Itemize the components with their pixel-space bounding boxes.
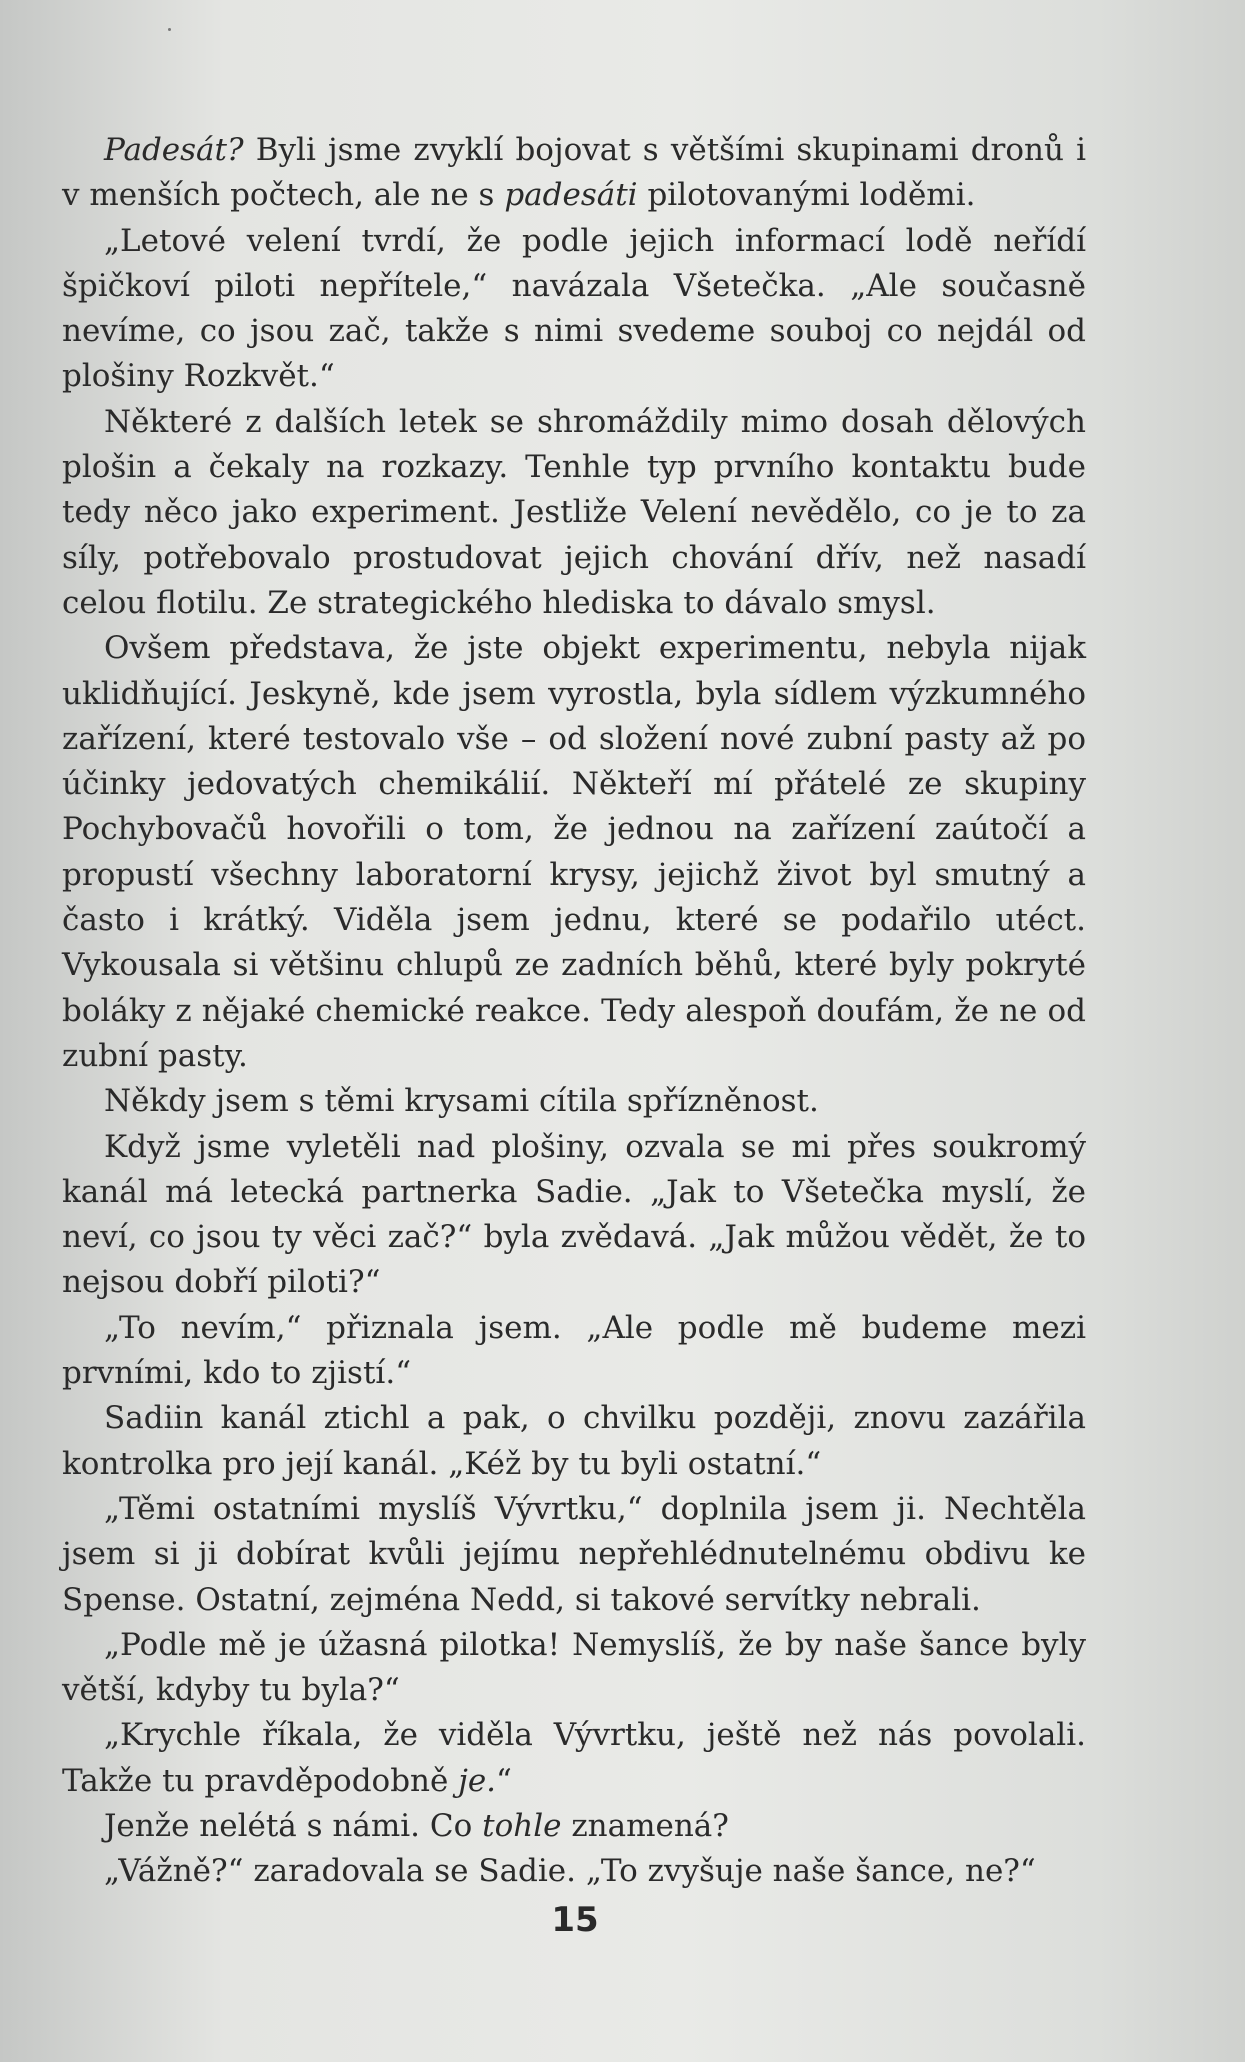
paragraph: [62, 1487, 1086, 1623]
text-span: Jenže nelétá s námi. Co: [104, 1807, 483, 1844]
paragraph: [62, 1396, 1086, 1487]
text-span: tohle: [482, 1807, 562, 1844]
paragraph: [62, 1125, 1086, 1306]
paragraph: [62, 1849, 1086, 1894]
text-span: Padesát?: [104, 132, 244, 168]
page-number: 15: [551, 1900, 599, 1940]
paragraph: [62, 626, 1086, 1079]
text-span: Sadiin kanál ztichl a pak, o chvilku později, znovu zazářila kontrolka pro její kanál. „Kéž by tu byli ostatní.“: [62, 1400, 1086, 1482]
body-text: [62, 128, 1086, 1895]
paragraph: [62, 128, 1086, 219]
paragraph: [62, 1306, 1086, 1397]
text-span: je.: [458, 1762, 497, 1799]
text-span: Některé z dalších letek se shromáždily mimo dosah dělových plošin a čekaly na rozkazy. Tenhle typ prvního kontaktu bude tedy něco jako experiment. Jestliže Velení nevědělo, co je to za síly, potřebovalo prostudovat jejich chování dřív, než nasadí celou flotilu. Ze strategického hlediska to dávalo smysl.: [62, 403, 1086, 621]
text-span: „Krychle říkala, že viděla Vývrtku, ještě než nás povolali. Takže tu pravděpodobně: [62, 1717, 1086, 1799]
text-span: Někdy jsem s těmi krysami cítila spřízněnost.: [104, 1083, 819, 1120]
paragraph: [62, 1079, 1086, 1124]
paragraph: [62, 219, 1086, 400]
paragraph: [62, 1804, 1086, 1849]
text-span: znamená?: [561, 1807, 729, 1844]
text-span: „Podle mě je úžasná pilotka! Nemyslíš, že by naše šance byly větší, kdyby tu byla?“: [62, 1626, 1086, 1709]
text-span: pilotovanými loděmi.: [637, 177, 976, 214]
text-span: Když jsme vyletěli nad plošiny, ozvala se mi přes soukromý kanál má letecká partnerka Sadie. „Jak to Všetečka myslí, že neví, co jsou ty věci zač?“ byla zvědavá. „Jak můžou vědět, že to nejsou dobří piloti?“: [62, 1128, 1086, 1301]
text-span: „Vážně?“ zaradovala se Sadie. „To zvyšuje naše šance, ne?“: [104, 1853, 1036, 1890]
paragraph: [62, 400, 1086, 626]
text-span: “: [496, 1762, 512, 1799]
text-span: padesáti: [504, 177, 638, 214]
paragraph: [62, 1623, 1086, 1714]
text-span: „Letové velení tvrdí, že podle jejich informací lodě neřídí špičkoví piloti nepřítele,“ navázala Všetečka. „Ale současně nevíme, co jsou zač, takže s nimi svedeme souboj co nejdál od plošiny Rozkvět.“: [62, 222, 1086, 395]
paper-speck: [168, 28, 171, 31]
text-span: Ovšem představa, že jste objekt experimentu, nebyla nijak uklidňující. Jeskyně, kde jsem vyrostla, byla sídlem výzkumného zařízení, které testovalo vše – od složení nové zubní pasty až po účinky jedovatých chemikálií. Někteří mí přátelé ze skupiny Pochybovačů hovořili o tom, že jednou na zařízení zaútočí a propustí všechny laboratorní krysy, jejichž život byl smutný a často i krátký. Viděla jsem jednu, které se podařilo utéct. Vykousala si většinu chlupů ze zadních běhů, které byly pokryté boláky z nějaké chemické reakce. Tedy alespoň doufám, že ne od zubní pasty.: [62, 630, 1086, 1074]
paragraph: [62, 1713, 1086, 1804]
text-span: „To nevím,“ přiznala jsem. „Ale podle mě budeme mezi prvními, kdo to zjistí.“: [62, 1309, 1086, 1392]
text-span: Byli jsme zvyklí bojovat s většími skupinami dronů i v menších počtech, ale ne s: [62, 132, 1086, 214]
text-span: „Těmi ostatními myslíš Vývrtku,“ doplnila jsem ji. Nechtěla jsem si ji dobírat kvůli jejímu nepřehlédnutelnému obdivu ke Spense. Ostatní, zejména Nedd, si takové servítky nebrali.: [62, 1490, 1086, 1618]
